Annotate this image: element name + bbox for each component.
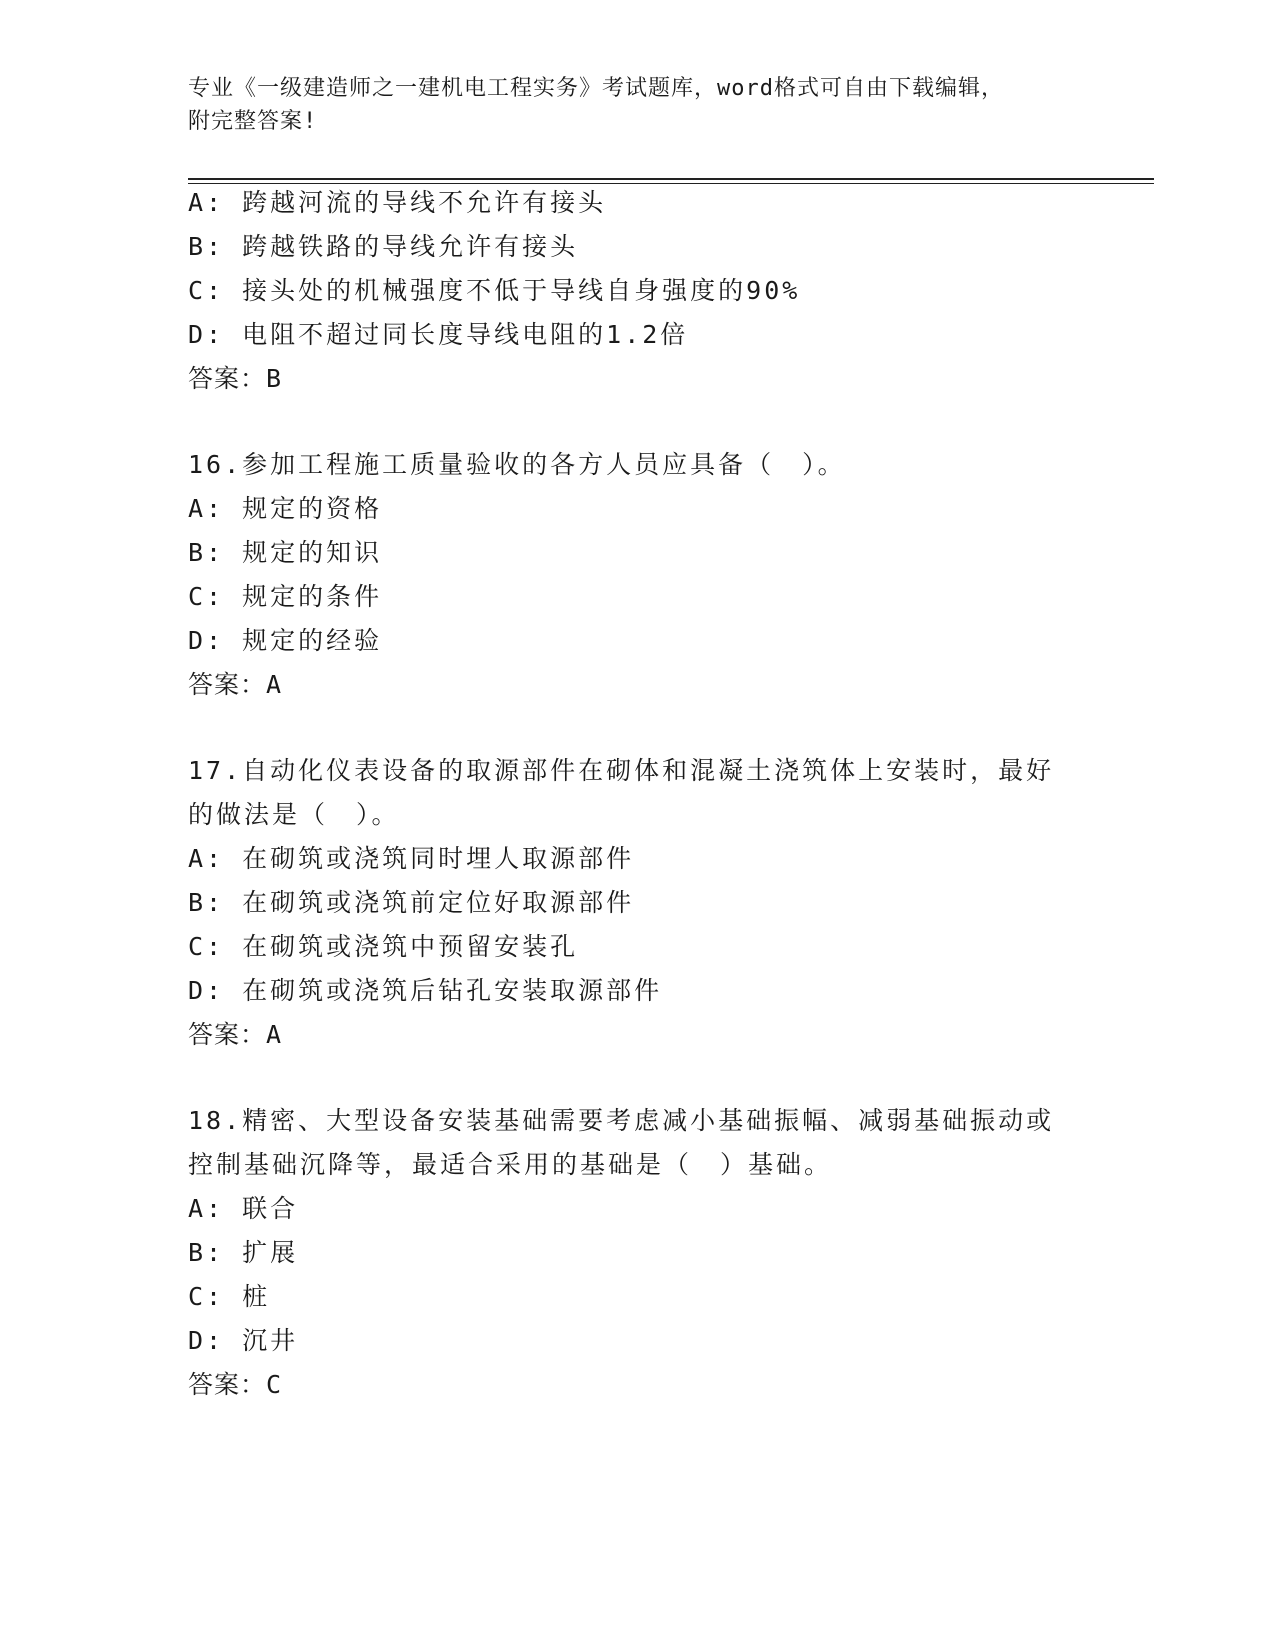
- header-line-2: 附完整答案!: [188, 109, 318, 134]
- q16-answer: [188, 670, 282, 700]
- answer-label: 答案：: [188, 1370, 267, 1399]
- answer-value: A: [266, 1020, 283, 1049]
- q17-answer: [188, 1020, 282, 1050]
- q16-option-b: B: 规定的知识: [188, 538, 383, 567]
- document-header: [188, 72, 1088, 138]
- q16-stem: 16.参加工程施工质量验收的各方人员应具备（ ）。: [188, 450, 846, 479]
- answer-label: 答案：: [188, 1020, 267, 1049]
- q18-option-b: B: 扩展: [188, 1238, 299, 1267]
- q18-stem-line-1: 18.精密、大型设备安装基础需要考虑减小基础振幅、减弱基础振动或: [188, 1106, 1055, 1135]
- answer-value: B: [266, 364, 283, 393]
- q15-option-c: C: 接头处的机械强度不低于导线自身强度的90%: [188, 276, 801, 305]
- answer-value: C: [266, 1370, 283, 1399]
- q16-option-c: C: 规定的条件: [188, 582, 383, 611]
- q17-stem-line-2: 的做法是（ ）。: [188, 800, 400, 829]
- q17-option-c: C: 在砌筑或浇筑中预留安装孔: [188, 932, 579, 961]
- q17-option-b: B: 在砌筑或浇筑前定位好取源部件: [188, 888, 635, 917]
- q15-option-b: B: 跨越铁路的导线允许有接头: [188, 232, 579, 261]
- answer-value: A: [266, 670, 283, 699]
- q18-option-d: D: 沉井: [188, 1326, 299, 1355]
- answer-label: 答案：: [188, 670, 267, 699]
- answer-label: 答案：: [188, 364, 267, 393]
- header-divider-thin: [188, 183, 1154, 184]
- q16-option-d: D: 规定的经验: [188, 626, 383, 655]
- q15-option-d: D: 电阻不超过同长度导线电阻的1.2倍: [188, 320, 689, 349]
- header-line-1: 专业《一级建造师之一建机电工程实务》考试题库，word格式可自由下载编辑，: [188, 76, 1004, 101]
- q15-answer: [188, 364, 282, 394]
- q17-option-a: A: 在砌筑或浇筑同时埋人取源部件: [188, 844, 635, 873]
- q15-option-a: A: 跨越河流的导线不允许有接头: [188, 188, 607, 217]
- q17-option-d: D: 在砌筑或浇筑后钻孔安装取源部件: [188, 976, 663, 1005]
- q18-option-c: C: 桩: [188, 1282, 271, 1311]
- q18-stem-line-2: 控制基础沉降等，最适合采用的基础是（ ）基础。: [188, 1150, 833, 1179]
- header-divider-thick: [188, 178, 1154, 180]
- q16-option-a: A: 规定的资格: [188, 494, 383, 523]
- q18-option-a: A: 联合: [188, 1194, 299, 1223]
- q18-answer: [188, 1370, 282, 1400]
- q17-stem-line-1: 17.自动化仪表设备的取源部件在砌体和混凝土浇筑体上安装时，最好: [188, 756, 1055, 785]
